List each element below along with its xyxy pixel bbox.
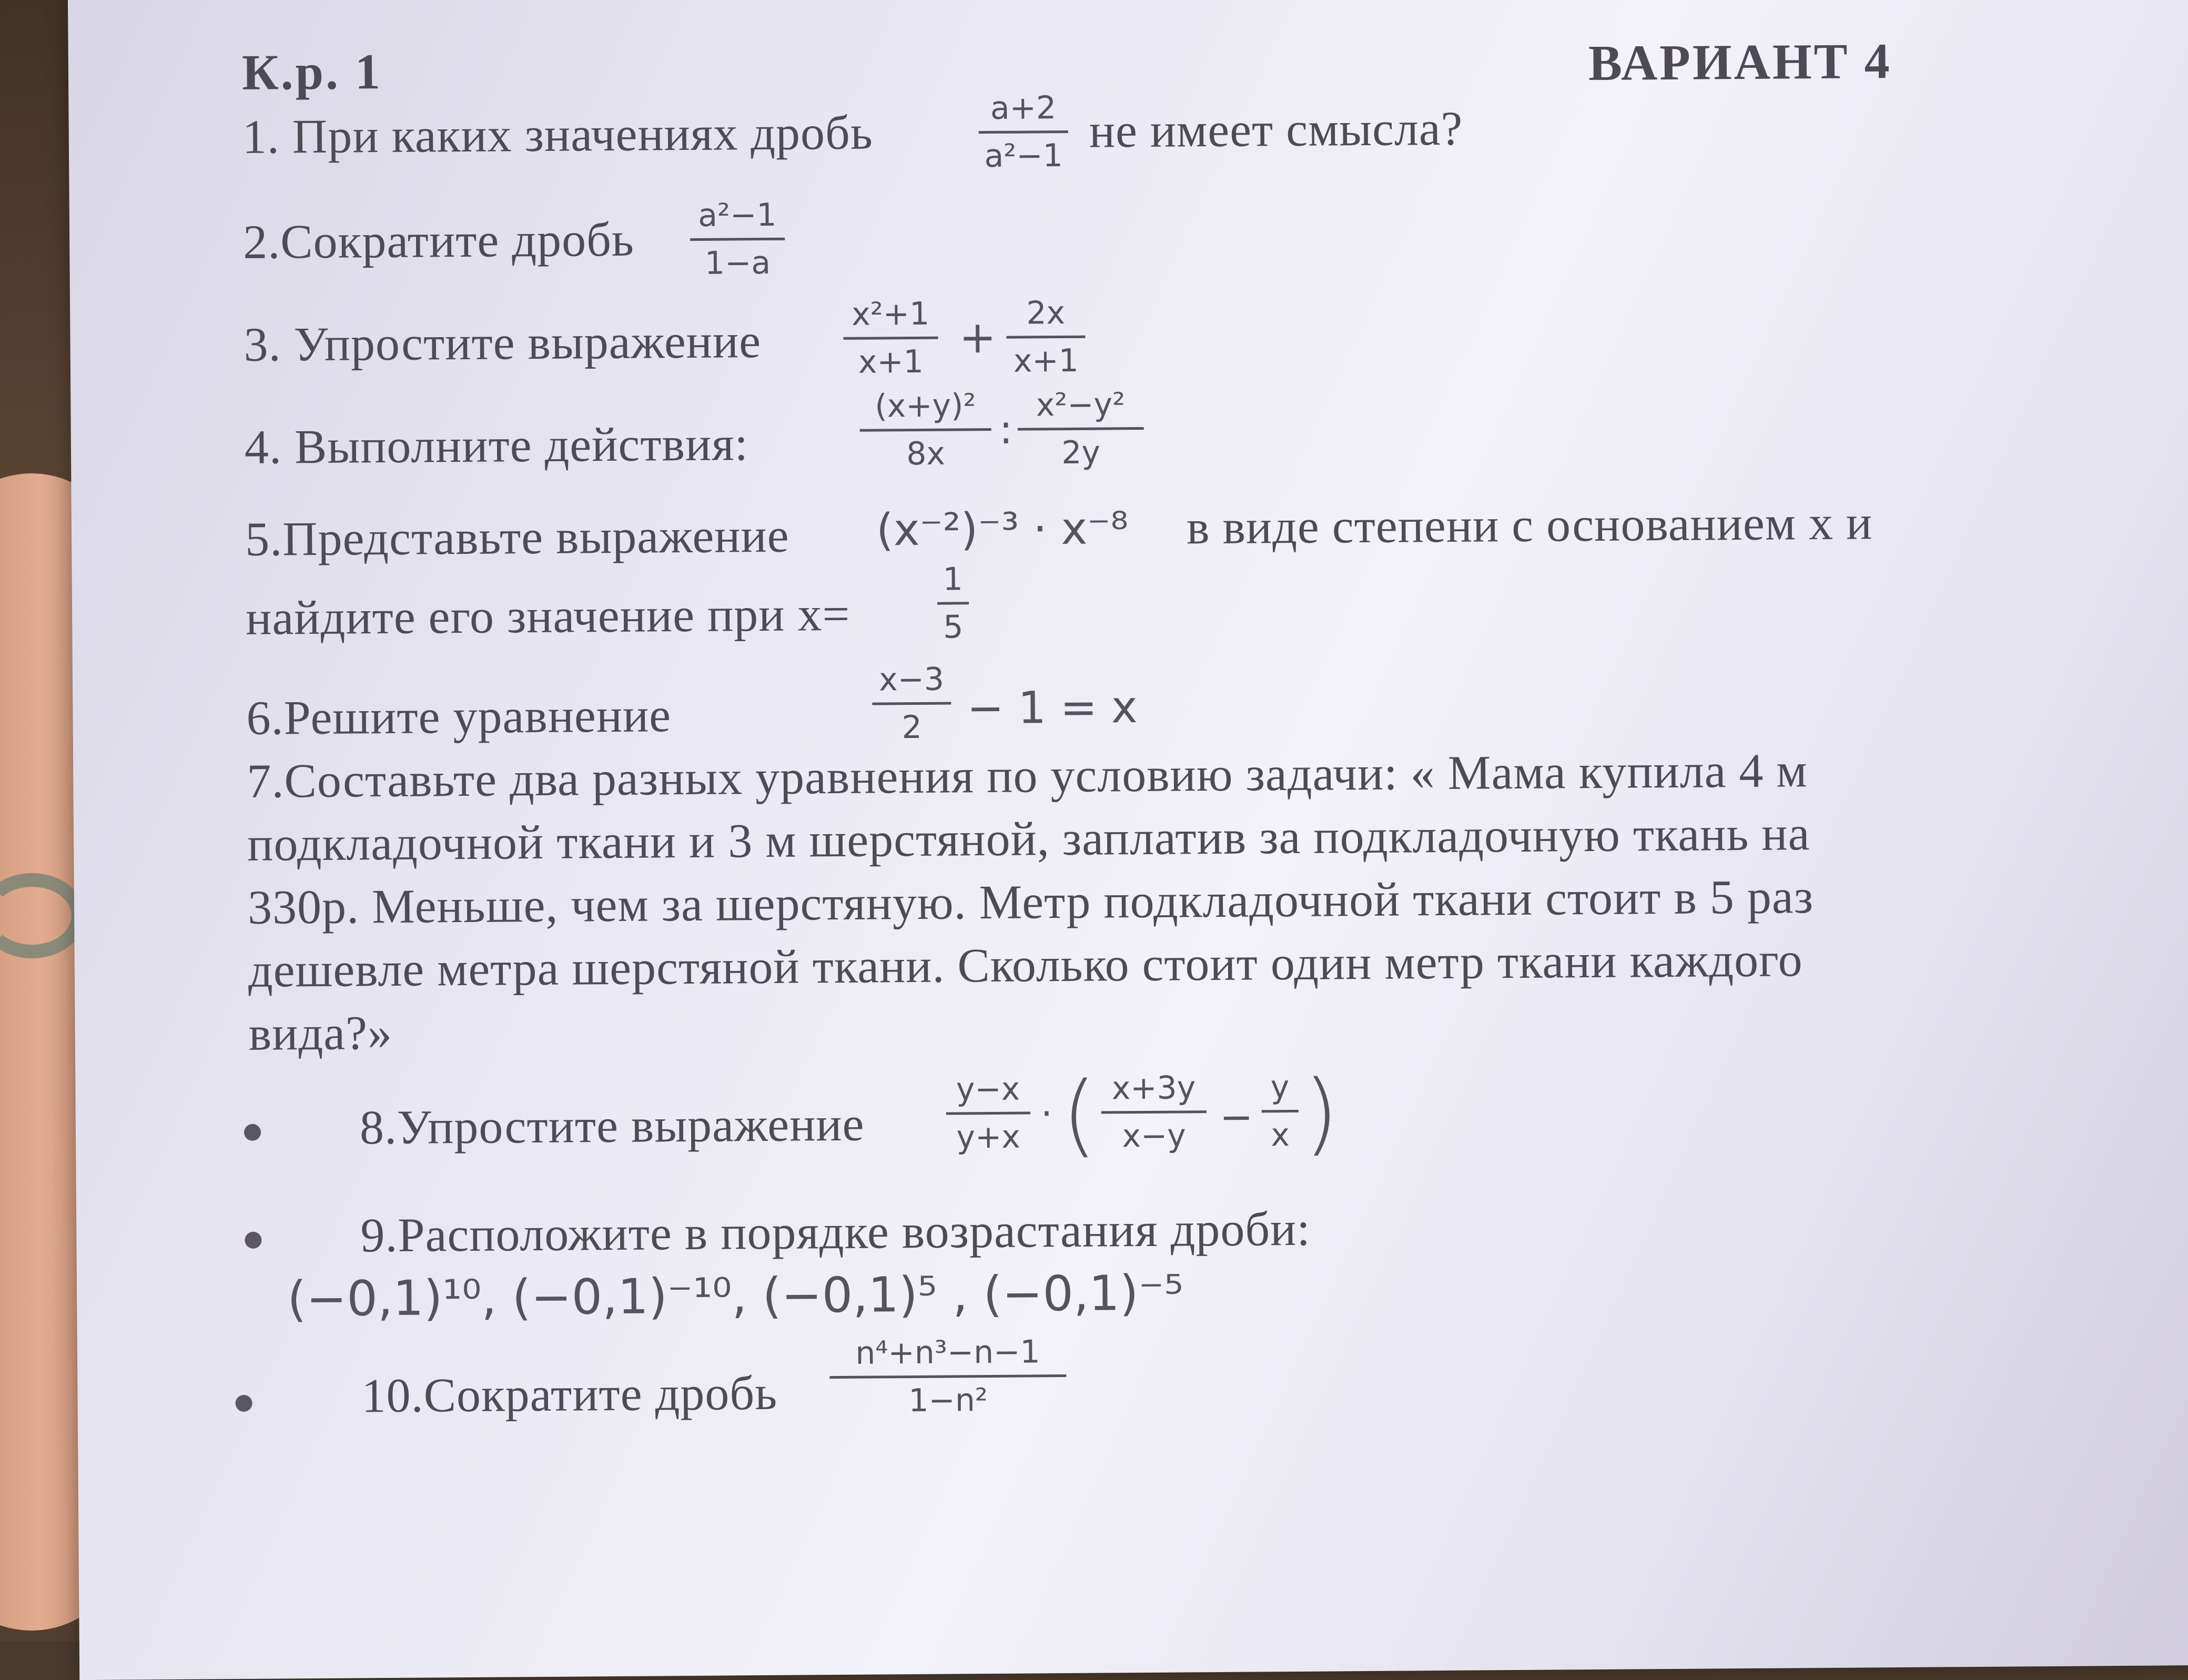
task-2-numerator: a²−1 — [697, 196, 777, 234]
header-right: ВАРИАНТ 4 — [1588, 33, 1892, 92]
task-7-line-1: 7.Составьте два разных уравнения по условию задачи: « Мама купила 4 м — [247, 743, 1808, 808]
task-8-denominator-2: x−y — [1122, 1117, 1187, 1155]
task-4-numerator-1: (x+y)² — [875, 387, 976, 425]
task-6-denominator: 2 — [901, 709, 923, 746]
fraction-bar — [937, 602, 969, 604]
task-8-fraction-1 — [946, 1068, 1030, 1158]
task-10-text: 10.Сократите дробь — [361, 1365, 778, 1423]
task-8-numerator-3: y — [1270, 1069, 1290, 1106]
task-8-numerator-1: y−x — [956, 1070, 1020, 1108]
fraction-bar — [860, 428, 991, 432]
bullet — [245, 1232, 261, 1249]
task-4-operator: : — [999, 406, 1013, 453]
task-7-line-2: подкладочной ткани и 3 м шерстяной, заплатив за подкладочную ткань на — [247, 806, 1810, 871]
task-10-numerator: n⁴+n³−n−1 — [855, 1333, 1040, 1372]
task-3-numerator-1: x²+1 — [851, 295, 930, 333]
worksheet-sheet — [68, 0, 2188, 1680]
task-2-fraction — [690, 195, 785, 284]
task-5-text: 5.Представьте выражение — [245, 508, 789, 566]
task-1-text: 1. При каких значениях дробь — [242, 105, 874, 164]
task-8-denominator-3: x — [1271, 1117, 1290, 1154]
task-7-line-4: дешевле метра шерстяной ткани. Сколько стоит один метр ткани каждого — [248, 933, 1803, 997]
task-4-text: 4. Выполните действия: — [244, 417, 749, 474]
task-6-after: − 1 = x — [967, 681, 1138, 734]
task-9-list: (−0,1)¹⁰, (−0,1)⁻¹⁰, (−0,1)⁵ , (−0,1)⁻⁵ — [287, 1264, 1184, 1328]
task-5-after: в виде степени с основанием x и — [1186, 495, 1873, 554]
task-5-numerator: 1 — [943, 561, 964, 598]
task-4-fraction-1 — [859, 385, 991, 475]
task-3-text: 3. Упростите выражение — [244, 314, 762, 371]
bullet — [236, 1395, 252, 1412]
task-3-fraction-2 — [1006, 292, 1086, 382]
fraction-bar — [829, 1374, 1066, 1379]
task-10-fraction — [829, 1331, 1067, 1422]
task-3-denominator-2: x+1 — [1013, 342, 1079, 380]
task-1-fraction — [978, 87, 1068, 177]
task-8-right-paren: ) — [1303, 1061, 1339, 1166]
task-8-left-paren: ( — [1061, 1062, 1097, 1168]
task-1-after: не имеет смысла? — [1089, 101, 1463, 158]
task-5-line-2: найдите его значение при x= — [245, 586, 850, 645]
task-7-line-3: 330р. Меньше, чем за шерстяную. Метр подкладочной ткани стоит в 5 раз — [247, 869, 1814, 934]
task-4-fraction-2 — [1017, 384, 1144, 474]
task-10-denominator: 1−n² — [908, 1382, 988, 1420]
fraction-bar — [872, 702, 951, 705]
task-5-denominator: 5 — [943, 609, 964, 646]
task-8-denominator-1: y+x — [956, 1118, 1021, 1156]
task-3-operator: + — [959, 311, 997, 363]
header-left: К.р. 1 — [241, 43, 383, 100]
task-5-expression: (x⁻²)⁻³ · x⁻⁸ — [876, 502, 1129, 556]
task-7-line-5: вида?» — [248, 1005, 393, 1060]
bullet — [244, 1124, 261, 1141]
task-8-text: 8.Упростите выражение — [359, 1097, 865, 1155]
fraction-bar — [979, 130, 1068, 134]
fraction-bar — [690, 238, 785, 241]
task-8-fraction-2 — [1101, 1067, 1207, 1157]
task-4-denominator-2: 2y — [1061, 434, 1101, 472]
fraction-bar — [1101, 1110, 1207, 1114]
task-8-fraction-3 — [1261, 1067, 1299, 1156]
task-2-text: 2.Сократите дробь — [242, 212, 635, 269]
fraction-bar — [946, 1111, 1030, 1115]
task-1-numerator: a+2 — [990, 89, 1057, 127]
task-6-fraction — [872, 659, 951, 748]
task-3-denominator-1: x+1 — [858, 343, 924, 381]
task-5-fraction — [937, 559, 969, 647]
task-3-fraction-1 — [843, 294, 938, 383]
task-3-numerator-2: 2x — [1026, 294, 1066, 332]
task-4-denominator-1: 8x — [906, 435, 946, 473]
task-4-numerator-2: x²−y² — [1036, 386, 1126, 424]
task-1-denominator: a²−1 — [984, 137, 1063, 175]
fraction-bar — [1262, 1110, 1299, 1112]
task-8-dot: · — [1040, 1092, 1053, 1136]
task-8-numerator-2: x+3y — [1111, 1069, 1196, 1107]
fraction-bar — [844, 337, 938, 340]
fraction-bar — [1006, 336, 1085, 339]
task-6-text: 6.Решите уравнение — [246, 688, 672, 745]
task-8-operator: − — [1219, 1093, 1253, 1140]
task-6-numerator: x−3 — [878, 661, 945, 699]
task-9-text: 9.Расположите в порядке возрастания дроби: — [360, 1201, 1311, 1262]
fraction-bar — [1018, 427, 1144, 431]
task-2-denominator: 1−a — [704, 244, 771, 282]
